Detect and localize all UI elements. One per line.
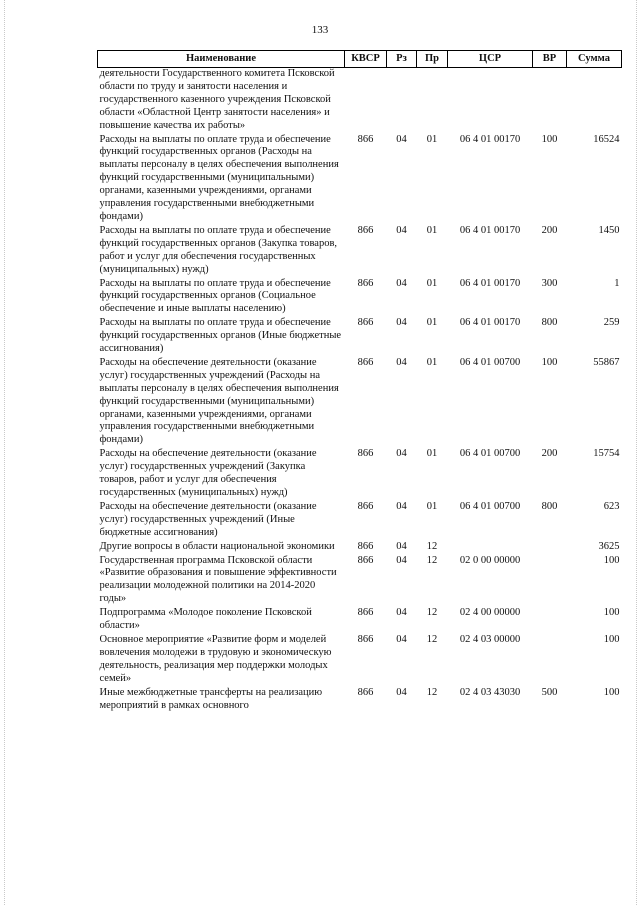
cell-pr: 01 [426, 277, 438, 289]
cell-rz: 04 [396, 500, 407, 512]
cell-pr [417, 68, 448, 134]
cell-rz: 04 [396, 686, 407, 698]
cell-csr: 02 0 00 00000 [459, 554, 521, 566]
cell-sum: 100 [603, 554, 620, 566]
cell-kvsr: 866 [357, 540, 374, 552]
cell-csr: 06 4 01 00170 [459, 317, 521, 329]
table-row [98, 317, 622, 357]
cell-name: Расходы на обеспечение деятельности (оказание услуг) государственных учреждений (Расходы на выплаты персоналу в целях обеспечения выполнения функций государственными (муниципальными) органами, казенными учреждениями, органами управления государственными внебюджетными фондами) [99, 356, 339, 446]
cell-pr: 12 [426, 686, 438, 698]
table-row [98, 357, 622, 448]
cell-name: Другие вопросы в области национальной экономики [99, 540, 335, 552]
cell-vr: 100 [541, 133, 558, 145]
cell-rz [387, 68, 417, 134]
cell-kvsr: 866 [357, 277, 374, 289]
cell-vr: 200 [541, 224, 558, 236]
table-row [98, 607, 622, 634]
cell-rz: 04 [396, 633, 407, 645]
cell-rz: 04 [396, 540, 407, 552]
table-row [98, 448, 622, 501]
cell-sum: 100 [603, 686, 620, 698]
cell-csr: 02 4 03 00000 [459, 633, 521, 645]
cell-csr: 02 4 03 43030 [459, 686, 521, 698]
cell-rz: 04 [396, 448, 407, 460]
table-row [98, 501, 622, 541]
cell-kvsr: 866 [357, 224, 374, 236]
cell-sum [567, 68, 622, 134]
cell-sum: 100 [603, 607, 620, 619]
cell-vr [533, 555, 567, 608]
table-body [98, 68, 622, 714]
cell-vr [533, 68, 567, 134]
cell-csr [448, 541, 533, 555]
cell-pr: 01 [426, 224, 438, 236]
cell-sum: 259 [603, 317, 620, 329]
header-pr: Пр [417, 51, 448, 68]
table-row [98, 634, 622, 687]
cell-sum: 1450 [598, 224, 620, 236]
cell-csr: 06 4 01 00700 [459, 500, 521, 512]
cell-sum: 1 [614, 277, 620, 289]
cell-name: Расходы на выплаты по оплате труда и обеспечение функций государственных органов (Расходы на выплаты персоналу в целях обеспечения выполнения функций государственными (муниципальными) органами, казенными учреждениями, органами управления государственными внебюджетными фондами) [99, 133, 339, 222]
cell-rz: 04 [396, 554, 407, 566]
cell-pr: 01 [426, 356, 438, 368]
table-row [98, 278, 622, 318]
cell-pr: 12 [426, 633, 438, 645]
table-row [98, 541, 622, 555]
table-header-row [98, 51, 622, 68]
cell-vr: 500 [541, 686, 558, 698]
cell-csr: 06 4 01 00700 [459, 448, 521, 460]
cell-sum: 623 [603, 500, 620, 512]
cell-name: Расходы на выплаты по оплате труда и обеспечение функций государственных органов (Социальное обеспечение и иные выплаты населению) [99, 277, 331, 315]
cell-sum: 15754 [593, 448, 620, 460]
cell-vr [533, 607, 567, 634]
cell-kvsr: 866 [357, 607, 374, 619]
cell-sum: 3625 [598, 540, 620, 552]
cell-vr [533, 634, 567, 687]
cell-name: Подпрограмма «Молодое поколение Псковской области» [99, 607, 312, 632]
cell-kvsr: 866 [357, 448, 374, 460]
cell-kvsr: 866 [357, 317, 374, 329]
table-row [98, 687, 622, 714]
cell-sum: 16524 [593, 133, 620, 145]
cell-csr: 06 4 01 00170 [459, 224, 521, 236]
cell-rz: 04 [396, 317, 407, 329]
cell-name: Расходы на выплаты по оплате труда и обеспечение функций государственных органов (Закупка товаров, работ и услуг для обеспечения государственных (муниципальных) нужд) [99, 224, 338, 275]
cell-rz: 04 [396, 224, 407, 236]
cell-kvsr: 866 [357, 356, 374, 368]
header-csr: ЦСР [448, 51, 533, 68]
cell-pr: 01 [426, 133, 438, 145]
cell-rz: 04 [396, 277, 407, 289]
cell-kvsr: 866 [357, 633, 374, 645]
cell-rz: 04 [396, 133, 407, 145]
cell-kvsr: 866 [357, 133, 374, 145]
cell-rz: 04 [396, 607, 407, 619]
cell-pr: 01 [426, 317, 438, 329]
cell-pr: 12 [426, 607, 438, 619]
cell-name: Основное мероприятие «Развитие форм и моделей вовлечения молодежи в трудовую и экономическую деятельность, реализация мер поддержки молодых семей» [99, 633, 332, 684]
cell-csr: 06 4 01 00170 [459, 133, 521, 145]
table-row [98, 134, 622, 225]
cell-kvsr: 866 [357, 686, 374, 698]
cell-kvsr: 866 [357, 500, 374, 512]
cell-csr [448, 68, 533, 134]
page-number: 133 [311, 24, 329, 36]
cell-vr: 300 [541, 277, 558, 289]
table-row [98, 68, 622, 134]
cell-pr: 12 [426, 554, 438, 566]
cell-name: Расходы на обеспечение деятельности (оказание услуг) государственных учреждений (Закупка товаров, работ и услуг для обеспечения государственных (муниципальных) нужд) [99, 448, 317, 498]
cell-vr [533, 541, 567, 555]
cell-kvsr: 866 [357, 554, 374, 566]
header-name: Наименование [98, 51, 345, 68]
cell-name: Расходы на обеспечение деятельности (оказание услуг) государственных учреждений (Иные бюджетные ассигнования) [99, 500, 317, 538]
cell-name: деятельности Государственного комитета Псковской области по труду и занятости населения и государственного казенного учреждения Псковской области «Областной Центр занятости населения» и повышение качества их работы» [99, 68, 335, 131]
scan-edge-left [4, 0, 5, 905]
cell-csr: 02 4 00 00000 [459, 607, 521, 619]
cell-name: Расходы на выплаты по оплате труда и обеспечение функций государственных органов (Иные бюджетные ассигнования) [99, 317, 342, 355]
cell-vr: 100 [541, 356, 558, 368]
cell-pr: 01 [426, 448, 438, 460]
header-rz: Рз [387, 51, 417, 68]
budget-table [97, 50, 622, 713]
scan-edge-right [636, 0, 637, 905]
cell-pr: 01 [426, 500, 438, 512]
cell-vr: 800 [541, 317, 558, 329]
cell-kvsr [345, 68, 387, 134]
table-row [98, 225, 622, 278]
cell-rz: 04 [396, 356, 407, 368]
cell-vr: 200 [541, 448, 558, 460]
cell-pr: 12 [426, 540, 438, 552]
cell-vr: 800 [541, 500, 558, 512]
cell-sum: 55867 [593, 356, 620, 368]
cell-name: Государственная программа Псковской области «Развитие образования и повышение эффективности реализации молодежной политики на 2014-2020 годы» [99, 554, 337, 605]
header-vr: ВР [533, 51, 567, 68]
cell-name: Иные межбюджетные трансферты на реализацию мероприятий в рамках основного [99, 686, 323, 711]
cell-csr: 06 4 01 00170 [459, 277, 521, 289]
header-kvsr: КВСР [345, 51, 387, 68]
header-sum: Сумма [567, 51, 622, 68]
cell-sum: 100 [603, 633, 620, 645]
cell-csr: 06 4 01 00700 [459, 356, 521, 368]
table-row [98, 555, 622, 608]
